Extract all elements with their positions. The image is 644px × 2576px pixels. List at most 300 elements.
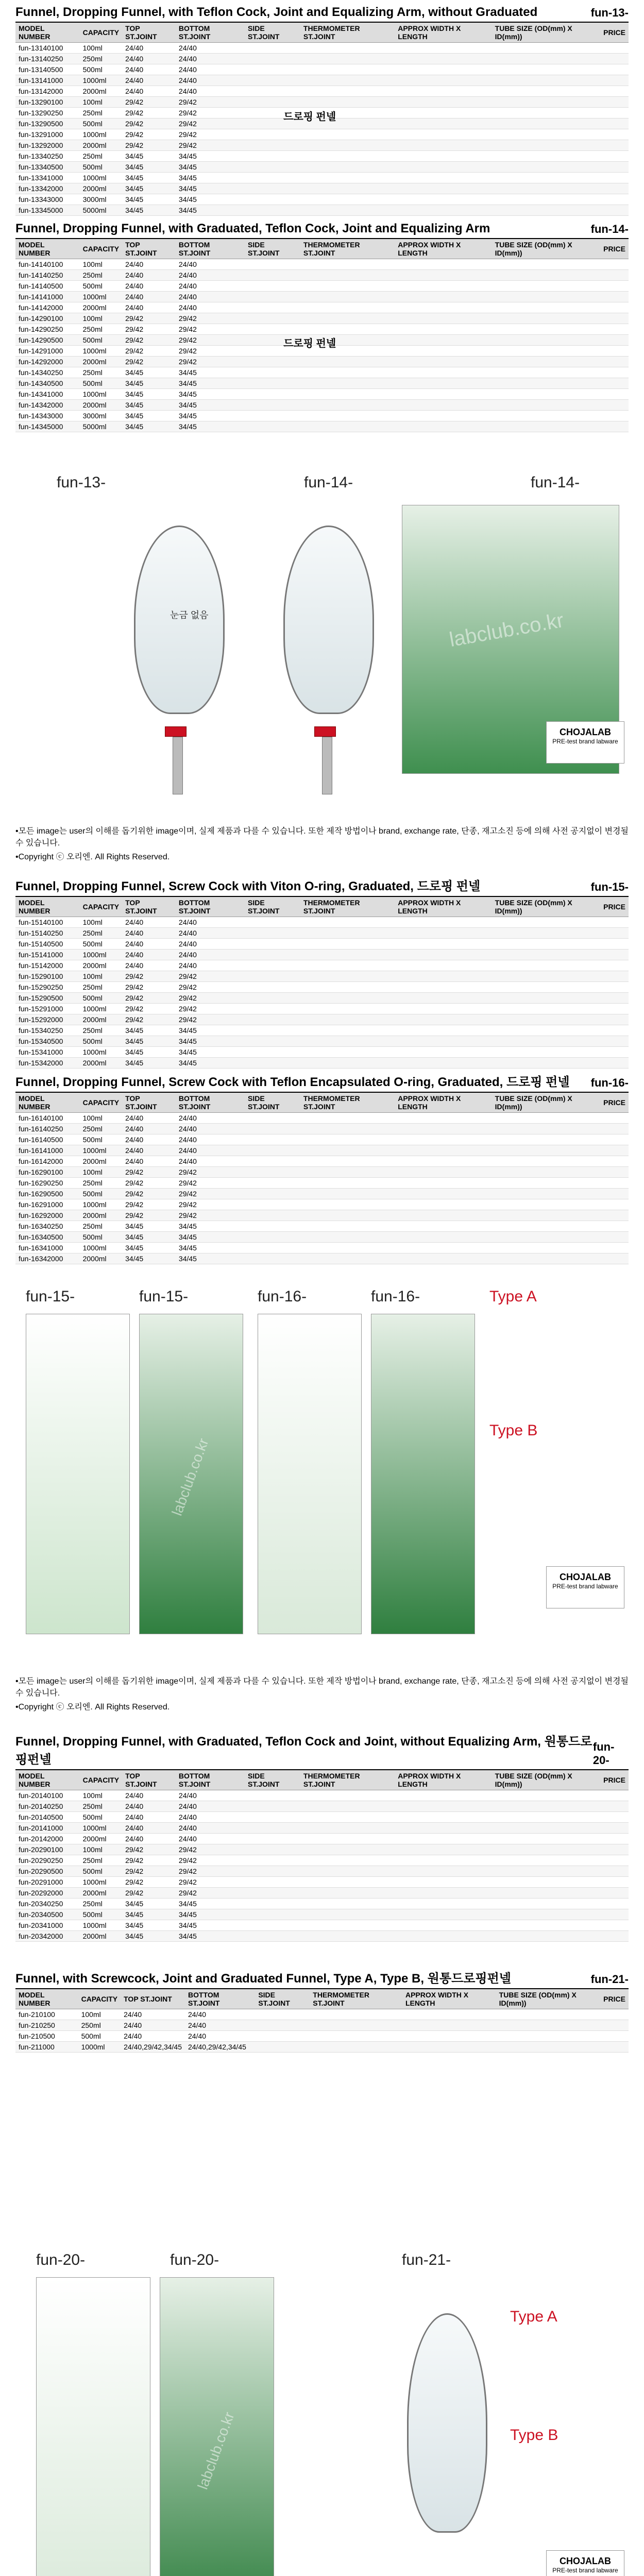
table-cell: [300, 129, 395, 140]
table-cell: [395, 1145, 492, 1156]
section-title: Funnel, with Screwcock, Joint and Graduated Funnel, Type A, Type B, 원통드로핑펀넬: [15, 1972, 511, 1986]
table-cell: [600, 1178, 629, 1189]
section-code: fun-14-: [590, 223, 629, 235]
table-cell: 29/42: [176, 140, 245, 151]
table-cell: 24/40: [122, 1156, 176, 1167]
table-cell: [245, 1036, 300, 1047]
stopcock-icon: [165, 726, 187, 737]
table-row: [15, 1790, 629, 1801]
table-cell: fun-14341000: [15, 389, 80, 400]
table-cell: [600, 1866, 629, 1877]
th-approx: APPROX WIDTH X LENGTH: [395, 1770, 492, 1790]
table-cell: 29/42: [176, 1014, 245, 1025]
table-cell: [492, 1253, 601, 1264]
table-cell: [395, 194, 492, 205]
table-cell: [310, 2020, 402, 2031]
table-cell: [395, 367, 492, 378]
table-cell: 34/45: [122, 1253, 176, 1264]
table-cell: [492, 54, 601, 64]
table-cell: [492, 140, 601, 151]
table-cell: [245, 1221, 300, 1232]
table-cell: [300, 43, 395, 54]
table-cell: fun-14290100: [15, 313, 80, 324]
table-cell: 2000ml: [80, 1156, 123, 1167]
table-cell: [300, 162, 395, 173]
table-cell: 100ml: [80, 1167, 123, 1178]
table-cell: [492, 1232, 601, 1243]
table-cell: [300, 270, 395, 281]
table-row: [15, 1920, 629, 1931]
table-cell: [395, 151, 492, 162]
table-cell: [300, 1931, 395, 1942]
th-capacity: CAPACITY: [80, 1093, 123, 1113]
table-cell: [395, 1167, 492, 1178]
table-cell: [600, 1253, 629, 1264]
table-cell: 100ml: [80, 1790, 123, 1801]
table-cell: 250ml: [80, 1899, 123, 1909]
table-cell: fun-20340250: [15, 1899, 80, 1909]
table-row: [15, 129, 629, 140]
table-cell: [395, 1036, 492, 1047]
table-cell: 34/45: [176, 194, 245, 205]
th-top: TOP ST.JOINT: [122, 23, 176, 43]
table-cell: [245, 939, 300, 950]
table-cell: 24/40: [176, 54, 245, 64]
table-row: [15, 259, 629, 270]
table-cell: [492, 281, 601, 292]
table-cell: [300, 917, 395, 928]
table-row: [15, 270, 629, 281]
copyright: •Copyright ⓒ 오리엔. All Rights Reserved.: [15, 1703, 170, 1711]
logo-text: CHOJALAB: [559, 727, 611, 737]
table-cell: [395, 1210, 492, 1221]
th-model: MODEL NUMBER: [15, 23, 80, 43]
table-cell: [492, 1844, 601, 1855]
table-cell: [245, 1834, 300, 1844]
th-tube: TUBE SIZE (OD(mm) X ID(mm)): [492, 1770, 601, 1790]
table-cell: fun-16290100: [15, 1167, 80, 1178]
table-cell: fun-14141000: [15, 292, 80, 302]
table-cell: 100ml: [80, 971, 123, 982]
table-row: [15, 367, 629, 378]
th-bottom: BOTTOM ST.JOINT: [176, 1093, 245, 1113]
table-cell: 29/42: [122, 1199, 176, 1210]
table-cell: fun-14290250: [15, 324, 80, 335]
table-cell: [492, 367, 601, 378]
th-approx: APPROX WIDTH X LENGTH: [395, 897, 492, 917]
table-cell: [245, 1844, 300, 1855]
table-cell: 29/42: [122, 1189, 176, 1199]
table-cell: [395, 162, 492, 173]
table-cell: 500ml: [80, 1812, 123, 1823]
table-cell: 34/45: [122, 389, 176, 400]
table-cell: 24/40: [122, 939, 176, 950]
table-cell: [600, 1210, 629, 1221]
table-cell: fun-13140100: [15, 43, 80, 54]
table-cell: [245, 270, 300, 281]
section-fun-20: [15, 1731, 629, 1942]
table-cell: [395, 993, 492, 1004]
table-cell: [492, 950, 601, 960]
table-cell: 24/40: [176, 259, 245, 270]
table-cell: 29/42: [176, 346, 245, 357]
table-cell: fun-14340500: [15, 378, 80, 389]
funnel-illustration: [407, 2313, 487, 2533]
table-cell: [245, 993, 300, 1004]
table-cell: [300, 1899, 395, 1909]
table-cell: [245, 411, 300, 421]
table-cell: [492, 1014, 601, 1025]
table-row: [15, 982, 629, 993]
section-title: Funnel, Dropping Funnel, Screw Cock with Viton O-ring, Graduated, 드로핑 펀넬: [15, 879, 481, 893]
table-cell: 5000ml: [80, 205, 123, 216]
brand-logo: [546, 2550, 624, 2576]
table-cell: 2000ml: [80, 86, 123, 97]
table-cell: [492, 151, 601, 162]
table-cell: [492, 960, 601, 971]
table-cell: fun-16290500: [15, 1189, 80, 1199]
table-cell: fun-13342000: [15, 183, 80, 194]
table-cell: [245, 1243, 300, 1253]
th-capacity: CAPACITY: [80, 23, 123, 43]
table-cell: [600, 97, 629, 108]
table-cell: [492, 982, 601, 993]
section-fun-13: [15, 5, 629, 216]
product-table: [15, 1770, 629, 1942]
table-cell: fun-16140100: [15, 1113, 80, 1124]
table-cell: [300, 1210, 395, 1221]
table-cell: fun-15340500: [15, 1036, 80, 1047]
table-cell: 24/40: [185, 2020, 255, 2031]
table-cell: 2000ml: [80, 1014, 123, 1025]
table-cell: [245, 1877, 300, 1888]
table-cell: 34/45: [176, 183, 245, 194]
table-cell: [492, 1134, 601, 1145]
th-thermo: THERMOMETER ST.JOINT: [300, 897, 395, 917]
table-cell: fun-14340250: [15, 367, 80, 378]
table-row: [15, 1877, 629, 1888]
table-row: [15, 86, 629, 97]
table-cell: 500ml: [80, 1866, 123, 1877]
section-code: fun-20-: [592, 1740, 615, 1767]
table-cell: [600, 173, 629, 183]
table-cell: [600, 1232, 629, 1243]
table-cell: [245, 313, 300, 324]
table-cell: [492, 1855, 601, 1866]
table-cell: fun-20290250: [15, 1855, 80, 1866]
figure-caption: 눈금 없음: [170, 610, 209, 620]
table-cell: [492, 270, 601, 281]
table-cell: 29/42: [122, 1877, 176, 1888]
table-cell: [395, 1178, 492, 1189]
table-cell: 29/42: [176, 1199, 245, 1210]
table-row: [15, 43, 629, 54]
table-cell: [492, 939, 601, 950]
table-cell: [300, 194, 395, 205]
figure-label: fun-14-: [531, 474, 580, 491]
table-cell: 24/40: [122, 1113, 176, 1124]
section-fun-14: [15, 222, 629, 432]
table-cell: 24/40: [185, 2009, 255, 2020]
table-cell: 29/42: [122, 118, 176, 129]
table-cell: 100ml: [80, 917, 123, 928]
table-row: [15, 292, 629, 302]
table-cell: [492, 75, 601, 86]
table-cell: 29/42: [122, 346, 176, 357]
table-cell: 34/45: [176, 367, 245, 378]
table-cell: [492, 917, 601, 928]
table-cell: [245, 1199, 300, 1210]
table-cell: [492, 335, 601, 346]
table-cell: [395, 357, 492, 367]
table-row: [15, 1823, 629, 1834]
table-cell: 24/40: [176, 1834, 245, 1844]
table-row: [15, 1855, 629, 1866]
table-cell: 24/40: [176, 1145, 245, 1156]
table-cell: [310, 2042, 402, 2053]
figure-3: [15, 2241, 629, 2576]
table-cell: [245, 151, 300, 162]
table-cell: 34/45: [122, 1899, 176, 1909]
disclaimer: •모든 image는 user의 이해를 돕기위한 image이며, 실제 제품과 다를 수 있습니다. 또한 제작 방법이나 brand, exchange rate, 단종, 재고소진 등에 의해 사전 공지없이 변경될 수 있습니다.: [15, 827, 629, 848]
table-cell: 24/40: [122, 64, 176, 75]
watermark: labclub.co.kr: [194, 2410, 238, 2492]
table-cell: [245, 302, 300, 313]
table-cell: [395, 302, 492, 313]
table-cell: [300, 1888, 395, 1899]
table-cell: fun-16341000: [15, 1243, 80, 1253]
stem-icon: [322, 737, 332, 794]
table-cell: fun-14140100: [15, 259, 80, 270]
table-cell: [600, 1823, 629, 1834]
table-cell: 34/45: [176, 389, 245, 400]
table-row: [15, 1253, 629, 1264]
table-cell: 24/40: [122, 75, 176, 86]
table-cell: [300, 1156, 395, 1167]
table-cell: [300, 1189, 395, 1199]
table-cell: 24/40: [122, 917, 176, 928]
table-cell: 29/42: [122, 324, 176, 335]
table-cell: 1000ml: [80, 346, 123, 357]
table-cell: fun-15140100: [15, 917, 80, 928]
table-row: [15, 140, 629, 151]
table-cell: [245, 292, 300, 302]
table-cell: 29/42: [122, 1167, 176, 1178]
table-row: [15, 54, 629, 64]
table-cell: 250ml: [80, 1025, 123, 1036]
table-cell: 29/42: [122, 140, 176, 151]
table-row: [15, 378, 629, 389]
table-cell: [300, 183, 395, 194]
table-cell: 34/45: [176, 173, 245, 183]
table-cell: fun-16141000: [15, 1145, 80, 1156]
photo-panel: [36, 2277, 150, 2576]
table-cell: [600, 64, 629, 75]
table-cell: [395, 1855, 492, 1866]
table-cell: [600, 313, 629, 324]
table-cell: 34/45: [122, 1232, 176, 1243]
table-cell: 24/40: [122, 270, 176, 281]
table-cell: [395, 281, 492, 292]
table-cell: [492, 173, 601, 183]
table-cell: [492, 1004, 601, 1014]
table-cell: 24/40: [176, 1124, 245, 1134]
table-cell: [600, 346, 629, 357]
table-cell: 29/42: [176, 1844, 245, 1855]
table-cell: [600, 1036, 629, 1047]
table-cell: [395, 129, 492, 140]
table-cell: [300, 140, 395, 151]
table-cell: [245, 43, 300, 54]
table-cell: 34/45: [122, 1221, 176, 1232]
table-cell: [600, 194, 629, 205]
table-cell: [300, 389, 395, 400]
table-cell: [245, 1790, 300, 1801]
table-cell: [492, 183, 601, 194]
table-cell: [600, 411, 629, 421]
table-cell: [245, 400, 300, 411]
table-row: [15, 1210, 629, 1221]
table-cell: [600, 108, 629, 118]
table-cell: [600, 378, 629, 389]
table-row: [15, 357, 629, 367]
photo-panel: [160, 2277, 274, 2576]
table-cell: 24/40,29/42,34/45: [185, 2042, 255, 2053]
table-cell: 500ml: [80, 162, 123, 173]
table-cell: [395, 292, 492, 302]
table-row: [15, 1058, 629, 1069]
table-cell: [395, 1877, 492, 1888]
table-cell: [395, 1124, 492, 1134]
type-label: Type A: [510, 2308, 557, 2325]
table-cell: 24/40: [176, 1134, 245, 1145]
table-cell: fun-15342000: [15, 1058, 80, 1069]
table-cell: [245, 367, 300, 378]
table-cell: [395, 97, 492, 108]
table-cell: [600, 302, 629, 313]
table-cell: 24/40: [176, 75, 245, 86]
table-cell: 2000ml: [80, 1888, 123, 1899]
th-model: MODEL NUMBER: [15, 1093, 80, 1113]
table-row: [15, 302, 629, 313]
figure-label: fun-20-: [36, 2251, 86, 2268]
table-row: [15, 971, 629, 982]
table-cell: [496, 2009, 600, 2020]
table-cell: [600, 421, 629, 432]
table-cell: [395, 939, 492, 950]
type-label: Type B: [510, 2427, 558, 2444]
figure-label: fun-21-: [402, 2251, 451, 2268]
table-cell: fun-16340500: [15, 1232, 80, 1243]
table-row: [15, 1167, 629, 1178]
table-cell: [600, 1920, 629, 1931]
table-cell: [395, 982, 492, 993]
table-cell: [492, 389, 601, 400]
table-cell: [600, 270, 629, 281]
table-cell: [600, 43, 629, 54]
table-cell: 2000ml: [80, 1253, 123, 1264]
table-cell: fun-20142000: [15, 1834, 80, 1844]
table-row: [15, 97, 629, 108]
figure-label: fun-16-: [371, 1288, 420, 1305]
table-cell: 100ml: [80, 1113, 123, 1124]
table-cell: 24/40: [121, 2020, 185, 2031]
table-cell: fun-15290250: [15, 982, 80, 993]
table-cell: 24/40: [176, 302, 245, 313]
table-cell: [395, 421, 492, 432]
table-cell: [600, 1058, 629, 1069]
table-cell: [395, 140, 492, 151]
table-cell: 24/40: [176, 43, 245, 54]
table-cell: 250ml: [80, 1801, 123, 1812]
table-cell: [492, 302, 601, 313]
table-cell: [300, 1036, 395, 1047]
table-cell: [245, 1823, 300, 1834]
table-cell: [300, 97, 395, 108]
table-row: [15, 411, 629, 421]
table-cell: 2000ml: [80, 960, 123, 971]
table-cell: [492, 1167, 601, 1178]
table-row: [15, 1801, 629, 1812]
table-cell: [395, 118, 492, 129]
table-cell: [300, 1823, 395, 1834]
table-cell: [245, 54, 300, 64]
table-cell: 500ml: [80, 1134, 123, 1145]
table-cell: [600, 183, 629, 194]
table-cell: fun-13345000: [15, 205, 80, 216]
table-cell: [600, 140, 629, 151]
table-cell: [245, 97, 300, 108]
table-cell: [395, 259, 492, 270]
table-cell: [395, 270, 492, 281]
brand-logo: [546, 721, 624, 764]
table-cell: 2000ml: [80, 183, 123, 194]
table-cell: [492, 1823, 601, 1834]
table-cell: 24/40: [122, 302, 176, 313]
table-cell: 250ml: [80, 367, 123, 378]
table-cell: 250ml: [80, 270, 123, 281]
table-cell: fun-13340250: [15, 151, 80, 162]
figure-label: fun-15-: [26, 1288, 75, 1305]
table-cell: [600, 1014, 629, 1025]
th-thermo: THERMOMETER ST.JOINT: [310, 1989, 402, 2009]
table-cell: [492, 993, 601, 1004]
table-cell: [492, 1145, 601, 1156]
table-cell: [395, 1221, 492, 1232]
table-cell: [402, 2031, 496, 2042]
table-cell: fun-16342000: [15, 1253, 80, 1264]
table-cell: 34/45: [176, 162, 245, 173]
table-cell: 250ml: [80, 54, 123, 64]
table-cell: 1000ml: [80, 389, 123, 400]
table-cell: 29/42: [176, 1866, 245, 1877]
table-cell: [395, 346, 492, 357]
table-cell: [300, 1253, 395, 1264]
table-cell: [395, 64, 492, 75]
table-cell: [395, 1058, 492, 1069]
table-cell: fun-13343000: [15, 194, 80, 205]
table-cell: 29/42: [176, 1189, 245, 1199]
table-cell: 24/40: [122, 281, 176, 292]
table-cell: [245, 1025, 300, 1036]
th-top: TOP ST.JOINT: [122, 1770, 176, 1790]
table-cell: 2000ml: [80, 302, 123, 313]
table-cell: [395, 928, 492, 939]
table-cell: [600, 54, 629, 64]
table-cell: [600, 1113, 629, 1124]
table-cell: [245, 1909, 300, 1920]
table-cell: [600, 950, 629, 960]
